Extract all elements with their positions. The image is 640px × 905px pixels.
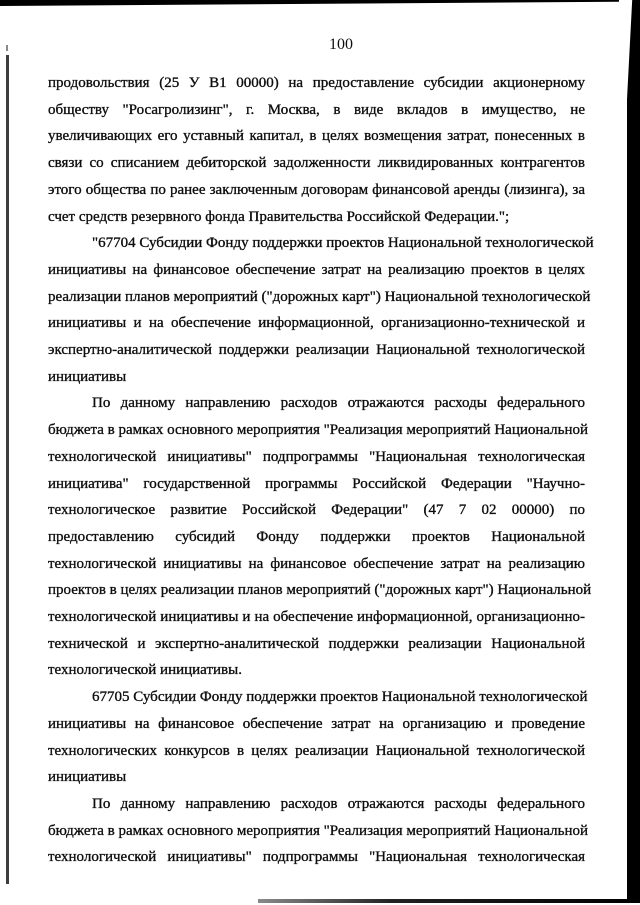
text-line: технологической инициативы" подпрограммы "Национальная технологическая <box>48 448 585 465</box>
text-line: По данному направлению расходов отражаются расходы федерального <box>92 795 585 812</box>
text-line: обществу "Росагролизинг", г. Москва, в виде вкладов в имущество, не <box>48 101 585 118</box>
text-line: технологическое развитие Российской Федерации" (47 7 02 00000) по <box>48 502 585 519</box>
text-line: инициативы и на обеспечение информационной, организационно-технической и <box>48 315 585 332</box>
scan-edge-right <box>627 0 640 902</box>
page-number: 100 <box>329 36 353 53</box>
text-line: увеличивающих его уставный капитал, в целях возмещения затрат, понесенных в <box>48 128 585 145</box>
text-line: этого общества по ранее заключенным договорам финансовой аренды (лизинга), за <box>48 181 585 198</box>
paragraph <box>48 791 589 871</box>
scan-edge-left <box>6 55 9 884</box>
text-line: технологических конкурсов в целях реализации Национальной технологической <box>48 742 585 759</box>
document-body <box>48 70 594 871</box>
text-line: 67705 Субсидии Фонду поддержки проектов Национальной технологической <box>92 689 588 706</box>
text-line: инициативы на финансовое обеспечение затрат на реализацию проектов в целях <box>48 261 585 278</box>
scan-edge-bottom <box>258 899 640 903</box>
scan-edge-left-tick <box>6 45 8 51</box>
text-line: "67704 Субсидии Фонду поддержки проектов Национальной технологической <box>92 235 594 252</box>
text-line: инициативы <box>48 769 127 786</box>
text-line: технической и экспертно-аналитической поддержки реализации Национальной <box>48 635 585 652</box>
text-line: экспертно-аналитической поддержки реализации Национальной технологической <box>48 342 585 359</box>
paragraph <box>48 70 585 230</box>
text-line: инициативы <box>48 368 127 385</box>
text-line: технологической инициативы" подпрограммы "Национальная технологическая <box>48 849 585 866</box>
text-line: связи со списанием дебиторской задолженности ликвидированных контрагентов <box>48 155 585 172</box>
text-line: инициатива" государственной программы Российской Федерации "Научно- <box>48 475 585 492</box>
text-line: проектов в целях реализации планов мероприятий ("дорожных карт") Национальной <box>48 582 592 599</box>
text-line: По данному направлению расходов отражаются расходы федерального <box>92 395 585 412</box>
text-line: технологической инициативы на финансовое обеспечение затрат на реализацию <box>48 555 585 572</box>
text-line: продовольствия (25 У В1 00000) на предоставление субсидии акционерному <box>48 75 585 91</box>
paragraph <box>48 230 594 390</box>
scan-edge-top <box>0 0 619 6</box>
text-line: реализации планов мероприятий ("дорожных карт") Национальной технологической <box>48 288 591 305</box>
text-line: бюджета в рамках основного мероприятия "Реализация мероприятий Национальной <box>48 822 589 839</box>
text-line: бюджета в рамках основного мероприятия "Реализация мероприятий Национальной <box>48 422 589 439</box>
text-line: технологической инициативы и на обеспечение информационной, организационно- <box>48 609 585 626</box>
paragraph <box>48 684 588 791</box>
text-line: счет средств резервного фонда Правительства Российской Федерации."; <box>48 208 510 225</box>
text-line: инициативы на финансовое обеспечение затрат на организацию и проведение <box>48 715 585 732</box>
paragraph <box>48 390 592 684</box>
text-line: предоставлению субсидий Фонду поддержки проектов Национальной <box>48 528 585 545</box>
text-line: технологической инициативы. <box>48 662 242 679</box>
